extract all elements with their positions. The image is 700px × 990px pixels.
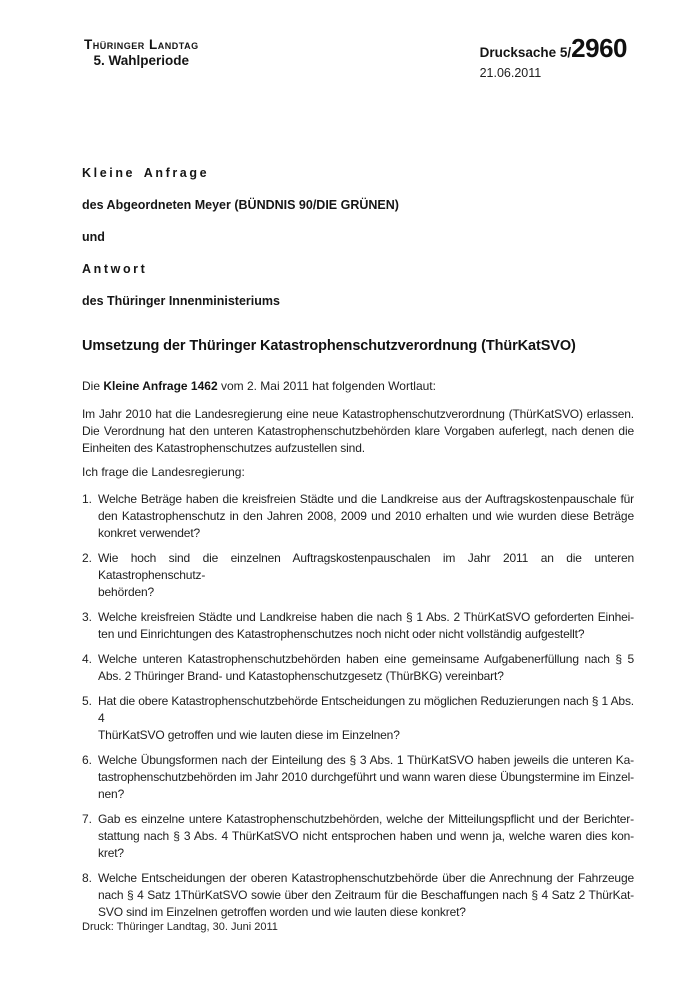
question-text: [98, 693, 634, 744]
background-paragraph: [82, 406, 634, 457]
question-line: Welche unteren Katastrophenschutzbehörden haben eine gemeinsame Aufgabenerfüllung nach § 5: [98, 652, 634, 666]
question-number: 8.: [82, 871, 93, 885]
question-number: 2.: [82, 551, 93, 565]
question-text: [98, 811, 634, 862]
question-line: ten und Einrichtungen des Katastrophenschutzes noch nicht oder nicht vollständig aufgestellt?: [98, 627, 585, 641]
question-line: stattung nach § 3 Abs. 4 ThürKatSVO nicht entsprochen haben und wenn ja, welche waren dies kon-: [98, 829, 634, 843]
question-number: 1.: [82, 492, 93, 506]
document-title: Umsetzung der Thüringer Katastrophenschutzverordnung (ThürKatSVO): [82, 338, 576, 354]
document-body: [82, 166, 634, 921]
document-header: [0, 0, 700, 80]
question-line: SVO sind im Einzelnen getroffen worden und wie lauten diese konkret?: [98, 905, 466, 919]
question-item: [82, 693, 634, 744]
background-line: Im Jahr 2010 hat die Landesregierung eine neue Katastrophenschutzverordnung (ThürKatSVO) erlassen.: [82, 407, 634, 421]
drucksache-label: Drucksache 5/: [479, 45, 572, 60]
antwort-heading: Antwort: [82, 262, 148, 276]
parliament-block: [84, 37, 199, 69]
preamble-line: [82, 379, 634, 394]
question-line: tastrophenschutzbehörden im Jahr 2010 durchgeführt und wann waren diese Übungstermine im Einzel-: [98, 770, 634, 784]
preamble-reference: Kleine Anfrage 1462: [103, 379, 218, 393]
question-item: [82, 870, 634, 921]
question-text: [98, 651, 634, 685]
request-answer-block: [82, 166, 634, 309]
question-line: Welche kreisfreien Städte und Landkreise haben die nach § 1 Abs. 2 ThürKatSVO geforderten Einhei-: [98, 610, 634, 624]
question-number: 3.: [82, 610, 93, 624]
question-line: kret?: [98, 846, 124, 860]
preamble-suffix: vom 2. Mai 2011 hat folgenden Wortlaut:: [217, 379, 436, 393]
connector-line: und: [82, 230, 105, 244]
question-number: 5.: [82, 694, 93, 708]
question-line: ThürKatSVO getroffen und wie lauten diese im Einzelnen?: [98, 728, 400, 742]
question-line: Welche Übungsformen nach der Einteilung des § 3 Abs. 1 ThürKatSVO haben jeweils die unteren Ka-: [98, 753, 634, 767]
question-line: Hat die obere Katastrophenschutzbehörde Entscheidungen zu möglichen Reduzierungen nach § 1 Abs. 4: [98, 694, 634, 725]
question-text: [98, 870, 634, 921]
questions-list: [82, 491, 634, 921]
drucksache-line: [479, 33, 627, 64]
kleine-anfrage-heading: Kleine Anfrage: [82, 166, 210, 180]
question-number: 6.: [82, 753, 93, 767]
parliament-name: Thüringer Landtag: [84, 37, 199, 52]
responder-line: des Thüringer Innenministeriums: [82, 294, 280, 308]
legislative-term: 5. Wahlperiode: [93, 53, 190, 68]
question-item: [82, 651, 634, 685]
question-line: konkret verwendet?: [98, 526, 201, 540]
question-item: [82, 811, 634, 862]
question-line: Welche Entscheidungen der oberen Katastrophenschutzbehörde über die Anrechnung der Fahrzeuge: [98, 871, 634, 885]
question-line: Wie hoch sind die einzelnen Auftragskostenpauschalen im Jahr 2011 an die unteren Katastrophenschutz-: [98, 551, 634, 582]
question-text: [98, 491, 634, 542]
drucksache-block: [479, 33, 627, 81]
background-line: Die Verordnung hat den unteren Katastrophenschutzbehörden klare Vorgaben auferlegt, nach denen die: [82, 424, 634, 438]
preamble-prefix: Die: [82, 379, 104, 393]
question-line: nen?: [98, 787, 125, 801]
question-item: [82, 752, 634, 803]
question-number: 4.: [82, 652, 93, 666]
question-text: [98, 752, 634, 803]
question-text: [98, 609, 634, 643]
questions-intro: Ich frage die Landesregierung:: [82, 465, 245, 479]
drucksache-number: 2960: [571, 33, 627, 63]
question-text: [98, 550, 634, 601]
question-item: [82, 550, 634, 601]
requester-line: des Abgeordneten Meyer (BÜNDNIS 90/DIE GRÜNEN): [82, 198, 399, 212]
question-line: Welche Beträge haben die kreisfreien Städte und die Landkreise aus der Auftragskostenpauschale für: [98, 492, 634, 506]
background-line: Einheiten des Katastrophenschutzes aufzustellen sind.: [82, 441, 365, 455]
question-item: [82, 491, 634, 542]
question-line: den Katastrophenschutz in den Jahren 2008, 2009 und 2010 erhalten und wie wurden diese Beträge: [98, 509, 634, 523]
question-line: nach § 4 Satz 1ThürKatSVO sowie über den Zeitraum für die Beschaffungen nach § 4 Satz 2 ThürKat-: [98, 888, 634, 902]
question-line: Abs. 2 Thüringer Brand- und Katastophenschutzgesetz (ThürBKG) vereinbart?: [98, 669, 504, 683]
question-item: [82, 609, 634, 643]
document-date: 21.06.2011: [479, 66, 542, 80]
question-number: 7.: [82, 812, 93, 826]
question-line: behörden?: [98, 585, 155, 599]
question-line: Gab es einzelne untere Katastrophenschutzbehörden, welche der Mitteilungspflicht und der Berichter-: [98, 812, 634, 826]
print-imprint: Druck: Thüringer Landtag, 30. Juni 2011: [82, 921, 278, 933]
